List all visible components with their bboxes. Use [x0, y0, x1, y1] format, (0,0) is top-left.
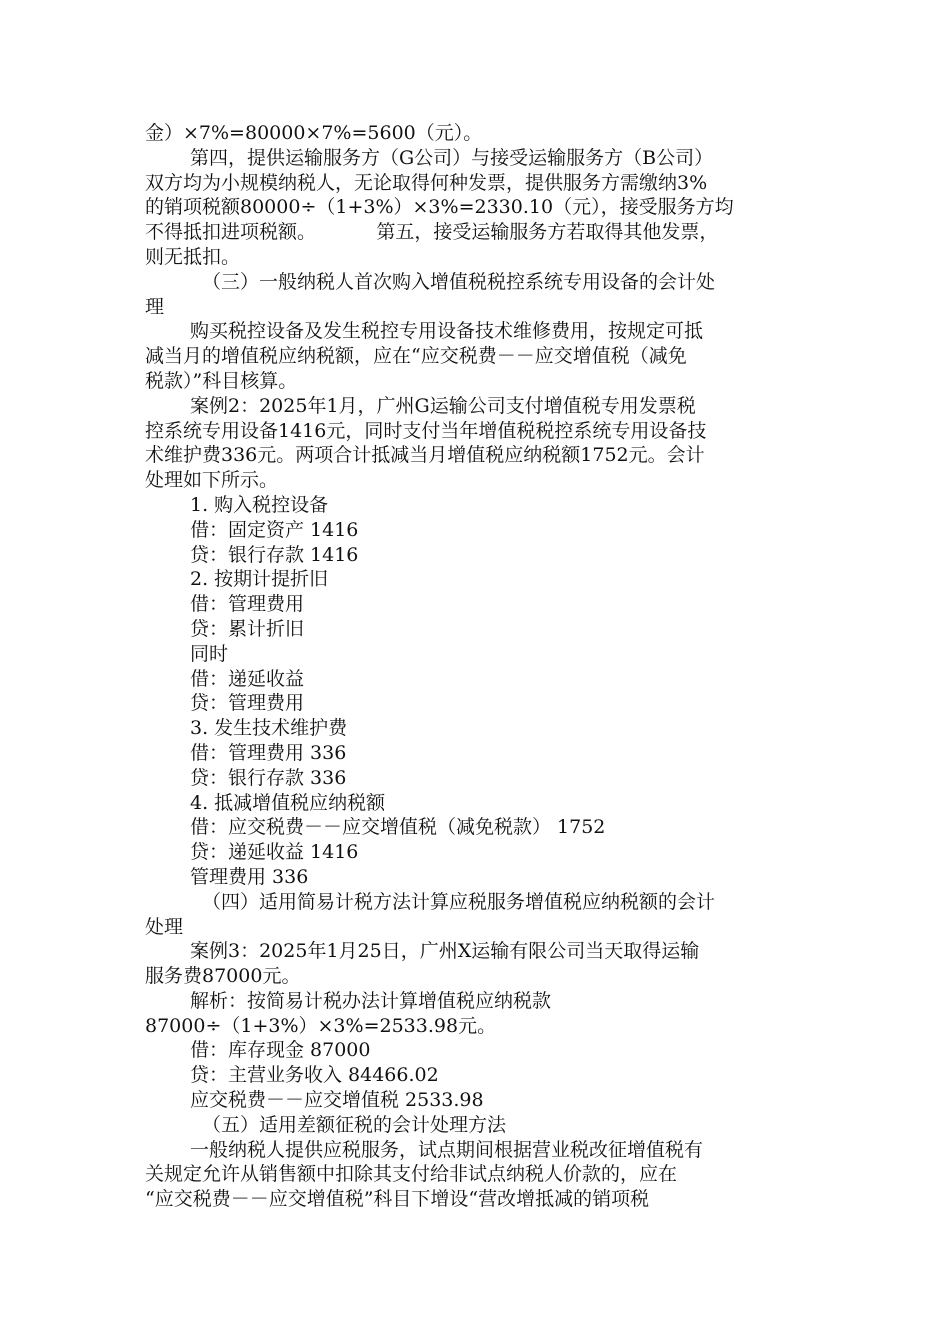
text-line: 1. 购入税控设备 [190, 493, 329, 516]
text-line: 第四，提供运输服务方（G公司）与接受运输服务方（B公司） [190, 146, 714, 169]
text-line: 双方均为小规模纳税人，无论取得何种发票，提供服务方需缴纳3% [145, 171, 708, 194]
text-line: 则无抵扣。 [145, 245, 241, 268]
text-line: 服务费87000元。 [145, 965, 301, 988]
text-line: 的销项税额80000÷（1+3%）×3%=2330.10（元），接受服务方均 [145, 196, 734, 219]
text-line: 贷：银行存款 336 [190, 766, 347, 789]
text-line: 贷：递延收益 1416 [190, 841, 359, 864]
text-line: 贷：银行存款 1416 [190, 543, 359, 566]
text-line: 不得抵扣进项税额。 第五，接受运输服务方若取得其他发票， [145, 221, 719, 244]
text-line: 借：递延收益 [190, 667, 305, 690]
text-line: 2. 按期计提折旧 [190, 568, 329, 591]
text-line: 购买税控设备及发生税控专用设备技术维修费用，按规定可抵 [190, 320, 704, 343]
text-line: 87000÷（1+3%）×3%=2533.98元。 [145, 1014, 497, 1037]
text-line: 同时 [190, 642, 229, 665]
text-line: （三）一般纳税人首次购入增值税税控系统专用设备的会计处 [202, 270, 716, 293]
text-line: 借：库存现金 87000 [190, 1039, 371, 1062]
text-line: 案例2：2025年1月，广州G运输公司支付增值税专用发票税 [190, 394, 696, 417]
text-line: 税款）”科目核算。 [145, 369, 298, 392]
text-line: 关规定允许从销售额中扣除其支付给非试点纳税人价款的，应在 [145, 1163, 678, 1186]
text-line: 贷：累计折旧 [190, 617, 305, 640]
text-line: “应交税费－－应交增值税”科目下增设“营改增抵减的销项税 [145, 1188, 650, 1211]
text-line: 一般纳税人提供应税服务，试点期间根据营业税改征增值税有 [190, 1138, 704, 1161]
text-line: 贷：主营业务收入 84466.02 [190, 1064, 439, 1087]
text-line: 贷：管理费用 [190, 692, 305, 715]
text-line: （四）适用简易计税方法计算应税服务增值税应纳税额的会计 [202, 890, 716, 913]
text-line: 理 [145, 295, 165, 318]
text-line: 应交税费－－应交增值税 2533.98 [190, 1089, 484, 1112]
text-line: 金）×7%=80000×7%=5600（元）。 [145, 122, 483, 144]
text-line: 案例3：2025年1月25日，广州X运输有限公司当天取得运输 [190, 940, 700, 963]
text-line: 控系统专用设备1416元，同时支付当年增值税税控系统专用设备技 [145, 419, 707, 442]
text-line: 4. 抵减增值税应纳税额 [190, 791, 386, 814]
text-line: 借：管理费用 [190, 593, 305, 616]
text-line: （五）适用差额征税的会计处理方法 [202, 1113, 507, 1136]
text-line: 术维护费336元。两项合计抵减当月增值税应纳税额1752元。会计 [145, 444, 705, 467]
text-line: 管理费用 336 [190, 865, 309, 888]
document-body [145, 121, 805, 1212]
text-line: 3. 发生技术维护费 [190, 717, 348, 740]
text-line: 减当月的增值税应纳税额，应在“应交税费－－应交增值税（减免 [145, 345, 687, 368]
text-line: 处理 [145, 915, 184, 938]
text-line: 借：管理费用 336 [190, 741, 347, 764]
text-line: 借：应交税费－－应交增值税（减免税款） 1752 [190, 816, 606, 839]
text-line: 解析：按简易计税办法计算增值税应纳税款 [190, 989, 552, 1012]
text-line: 处理如下所示。 [145, 469, 279, 492]
text-line: 借：固定资产 1416 [190, 518, 359, 541]
